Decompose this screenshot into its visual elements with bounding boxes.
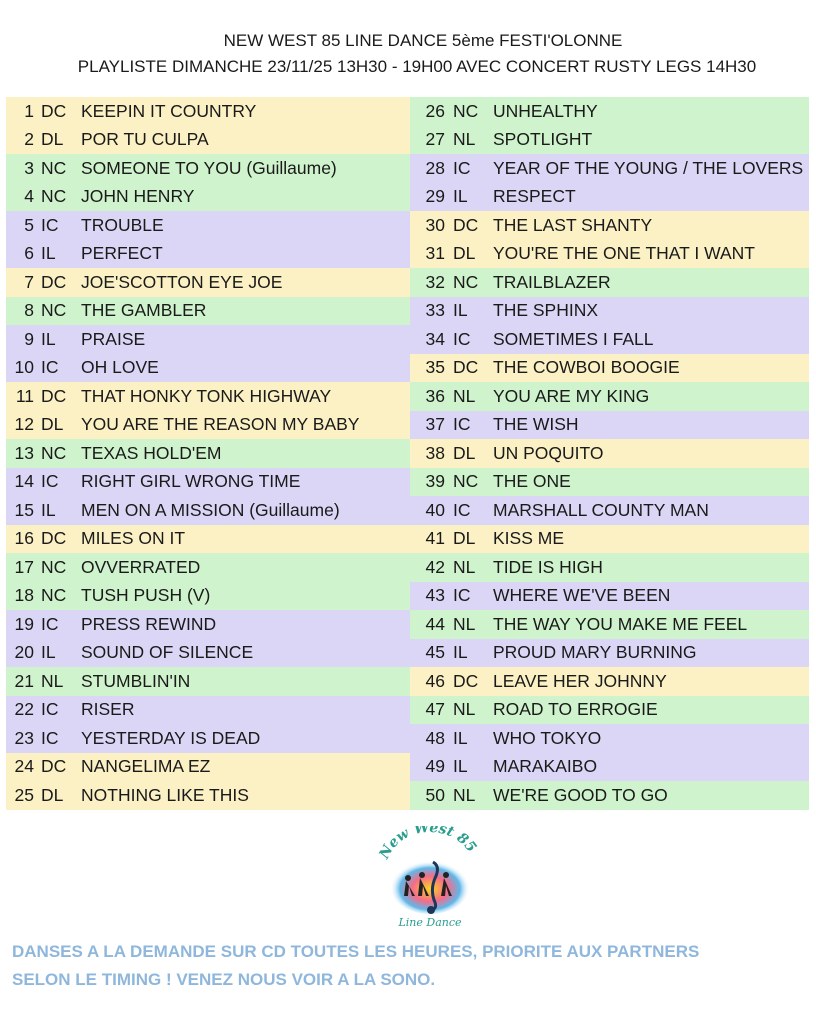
dance-title: SPOTLIGHT xyxy=(493,129,593,150)
dance-level-code: IL xyxy=(453,727,468,748)
dance-title: RESPECT xyxy=(493,186,576,207)
dance-title: THE LAST SHANTY xyxy=(493,214,653,235)
playlist-row xyxy=(410,781,809,810)
logo-icon xyxy=(378,826,482,932)
dance-title: THE COWBOI BOOGIE xyxy=(493,357,680,378)
playlist-row xyxy=(410,297,809,326)
footer-line-2: SELON LE TIMING ! VENEZ NOUS VOIR A LA SONO. xyxy=(12,970,436,989)
dance-level-code: DL xyxy=(453,528,476,549)
dance-level-code: NC xyxy=(41,442,67,463)
dance-title: TUSH PUSH (V) xyxy=(81,585,211,606)
track-number: 16 xyxy=(14,528,34,549)
playlist-table xyxy=(6,97,809,810)
dance-level-code: DC xyxy=(453,670,479,691)
playlist-row xyxy=(6,525,410,554)
header-subtitle: PLAYLISTE DIMANCHE 23/11/25 13H30 - 19H00 AVEC CONCERT RUSTY LEGS 14H30 xyxy=(77,57,757,76)
dance-title: THE WISH xyxy=(493,414,579,435)
dance-title: THE GAMBLER xyxy=(81,300,207,321)
dance-title: THE WAY YOU MAKE ME FEEL xyxy=(493,613,748,634)
track-number: 3 xyxy=(24,157,34,178)
track-number: 15 xyxy=(14,499,34,520)
dance-level-code: DC xyxy=(41,100,67,121)
track-number: 6 xyxy=(24,243,34,264)
dance-title: TRAILBLAZER xyxy=(493,271,611,292)
new-west-85-logo xyxy=(378,826,482,932)
playlist-row xyxy=(6,667,410,696)
dance-title: MARAKAIBO xyxy=(493,756,598,777)
dance-level-code: IC xyxy=(453,157,471,178)
header-title: NEW WEST 85 LINE DANCE 5ème FESTI'OLONNE xyxy=(223,31,623,50)
track-number: 23 xyxy=(14,727,34,748)
dance-level-code: IC xyxy=(41,613,59,634)
dance-level-code: IC xyxy=(453,585,471,606)
track-number: 31 xyxy=(425,243,445,264)
playlist-row xyxy=(410,411,809,440)
footer-note xyxy=(12,938,802,994)
track-number: 27 xyxy=(425,129,445,150)
playlist-row xyxy=(6,582,410,611)
track-number: 14 xyxy=(14,471,34,492)
playlist-row xyxy=(6,97,410,126)
dance-level-code: NL xyxy=(453,129,476,150)
playlist-row xyxy=(410,468,809,497)
playlist-row xyxy=(6,154,410,183)
dance-title: TROUBLE xyxy=(81,214,164,235)
playlist-row xyxy=(6,439,410,468)
dance-level-code: IC xyxy=(41,727,59,748)
page-header xyxy=(0,28,816,80)
track-number: 38 xyxy=(425,442,445,463)
dance-level-code: IL xyxy=(41,642,56,663)
track-number: 30 xyxy=(425,214,445,235)
playlist-row xyxy=(410,610,809,639)
dance-level-code: DL xyxy=(41,129,64,150)
track-number: 12 xyxy=(14,414,34,435)
playlist-row xyxy=(6,240,410,269)
track-number: 44 xyxy=(425,613,445,634)
track-number: 48 xyxy=(425,727,445,748)
dance-level-code: DL xyxy=(41,414,64,435)
track-number: 37 xyxy=(425,414,445,435)
track-number: 41 xyxy=(425,528,445,549)
playlist-column-left xyxy=(6,97,410,810)
dance-level-code: NL xyxy=(453,613,476,634)
playlist-row xyxy=(410,126,809,155)
track-number: 50 xyxy=(425,784,445,805)
dance-title: PROUD MARY BURNING xyxy=(493,642,697,663)
playlist-row xyxy=(410,553,809,582)
dance-level-code: IC xyxy=(41,699,59,720)
playlist-row xyxy=(6,211,410,240)
playlist-row xyxy=(6,297,410,326)
dance-title: WE'RE GOOD TO GO xyxy=(493,784,668,805)
track-number: 46 xyxy=(425,670,445,691)
dance-title: TEXAS HOLD'EM xyxy=(81,442,222,463)
dance-level-code: IL xyxy=(41,243,56,264)
dance-title: TIDE IS HIGH xyxy=(493,556,603,577)
playlist-row xyxy=(6,382,410,411)
track-number: 22 xyxy=(14,699,34,720)
svg-text:New West 85: New West 85 xyxy=(378,826,480,862)
dance-title: THAT HONKY TONK HIGHWAY xyxy=(81,385,332,406)
playlist-row xyxy=(410,667,809,696)
playlist-row xyxy=(410,439,809,468)
dance-title: MARSHALL COUNTY MAN xyxy=(493,499,709,520)
dance-level-code: NL xyxy=(41,670,64,691)
track-number: 40 xyxy=(425,499,445,520)
playlist-row xyxy=(410,382,809,411)
dance-level-code: NL xyxy=(453,556,476,577)
dance-title: KISS ME xyxy=(493,528,564,549)
dance-level-code: DC xyxy=(41,528,67,549)
dance-title: OVVERRATED xyxy=(81,556,201,577)
playlist-row xyxy=(6,696,410,725)
dance-level-code: DC xyxy=(41,756,67,777)
dance-level-code: NC xyxy=(453,471,479,492)
track-number: 7 xyxy=(24,271,34,292)
playlist-row xyxy=(6,639,410,668)
dance-level-code: DL xyxy=(41,784,64,805)
dance-level-code: NC xyxy=(41,556,67,577)
playlist-row xyxy=(6,610,410,639)
track-number: 26 xyxy=(425,100,445,121)
track-number: 20 xyxy=(14,642,34,663)
dance-level-code: NL xyxy=(453,385,476,406)
track-number: 11 xyxy=(15,385,34,406)
dance-title: JOHN HENRY xyxy=(81,186,195,207)
dance-level-code: IC xyxy=(453,499,471,520)
dance-level-code: NL xyxy=(453,699,476,720)
track-number: 10 xyxy=(14,357,34,378)
dance-level-code: IC xyxy=(453,328,471,349)
dance-title: LEAVE HER JOHNNY xyxy=(493,670,667,691)
playlist-row xyxy=(410,582,809,611)
dance-level-code: DC xyxy=(453,357,479,378)
playlist-row xyxy=(410,525,809,554)
dance-title: MILES ON IT xyxy=(81,528,186,549)
track-number: 28 xyxy=(425,157,445,178)
dance-title: POR TU CULPA xyxy=(81,129,209,150)
track-number: 34 xyxy=(425,328,445,349)
playlist-row xyxy=(6,126,410,155)
dance-title: YOU ARE MY KING xyxy=(493,385,650,406)
dance-level-code: NC xyxy=(41,300,67,321)
dance-title: PRESS REWIND xyxy=(81,613,217,634)
dance-title: OH LOVE xyxy=(81,357,159,378)
dance-level-code: IL xyxy=(41,328,56,349)
playlist-row xyxy=(410,496,809,525)
playlist-row xyxy=(6,268,410,297)
dance-title: YESTERDAY IS DEAD xyxy=(81,727,261,748)
dance-title: RISER xyxy=(81,699,135,720)
dance-level-code: DC xyxy=(453,214,479,235)
dance-title: WHO TOKYO xyxy=(493,727,602,748)
playlist-row xyxy=(6,724,410,753)
track-number: 24 xyxy=(14,756,34,777)
track-number: 9 xyxy=(24,328,34,349)
dance-level-code: NL xyxy=(453,784,476,805)
playlist-row xyxy=(410,639,809,668)
dance-title: PRAISE xyxy=(81,328,146,349)
playlist-row xyxy=(6,553,410,582)
playlist-row xyxy=(410,354,809,383)
track-number: 36 xyxy=(425,385,445,406)
footer-line-1: DANSES A LA DEMANDE SUR CD TOUTES LES HEURES, PRIORITE AUX PARTNERS xyxy=(12,942,700,961)
dance-level-code: NC xyxy=(41,157,67,178)
playlist-row xyxy=(6,325,410,354)
dance-title: THE ONE xyxy=(493,471,571,492)
dance-level-code: NC xyxy=(41,585,67,606)
track-number: 49 xyxy=(425,756,445,777)
dance-title: SOMEONE TO YOU (Guillaume) xyxy=(81,157,337,178)
playlist-row xyxy=(410,696,809,725)
playlist-row xyxy=(410,325,809,354)
dance-level-code: DC xyxy=(41,385,67,406)
playlist-row xyxy=(410,97,809,126)
track-number: 33 xyxy=(425,300,445,321)
dance-title: JOE'SCOTTON EYE JOE xyxy=(81,271,283,292)
playlist-row xyxy=(6,753,410,782)
dance-level-code: IL xyxy=(453,756,468,777)
dance-level-code: IL xyxy=(453,186,468,207)
dance-title: YOU'RE THE ONE THAT I WANT xyxy=(493,243,755,264)
playlist-row xyxy=(410,154,809,183)
track-number: 43 xyxy=(425,585,445,606)
playlist-row xyxy=(6,411,410,440)
dance-level-code: IC xyxy=(41,357,59,378)
track-number: 29 xyxy=(425,186,445,207)
track-number: 35 xyxy=(425,357,445,378)
playlist-row xyxy=(6,354,410,383)
playlist-row xyxy=(6,496,410,525)
dance-title: NOTHING LIKE THIS xyxy=(81,784,249,805)
dance-level-code: IL xyxy=(453,300,468,321)
track-number: 5 xyxy=(24,214,34,235)
track-number: 4 xyxy=(24,186,34,207)
track-number: 25 xyxy=(14,784,34,805)
playlist-column-right xyxy=(410,97,809,810)
dance-title: SOUND OF SILENCE xyxy=(81,642,254,663)
playlist-row xyxy=(410,268,809,297)
playlist-row xyxy=(6,183,410,212)
dance-title: MEN ON A MISSION (Guillaume) xyxy=(81,499,340,520)
dance-level-code: IL xyxy=(41,499,56,520)
dance-level-code: NC xyxy=(453,100,479,121)
dance-title: YOU ARE THE REASON MY BABY xyxy=(81,414,360,435)
dance-level-code: NC xyxy=(453,271,479,292)
track-number: 42 xyxy=(425,556,445,577)
track-number: 2 xyxy=(24,129,34,150)
dance-level-code: IL xyxy=(453,642,468,663)
playlist-row xyxy=(410,724,809,753)
playlist-row xyxy=(410,183,809,212)
dance-title: KEEPIN IT COUNTRY xyxy=(81,100,257,121)
track-number: 13 xyxy=(14,442,34,463)
dance-title: THE SPHINX xyxy=(493,300,599,321)
dance-level-code: IC xyxy=(41,214,59,235)
dance-title: NANGELIMA EZ xyxy=(81,756,211,777)
playlist-row xyxy=(410,211,809,240)
dance-title: WHERE WE'VE BEEN xyxy=(493,585,671,606)
playlist-row xyxy=(6,781,410,810)
track-number: 8 xyxy=(24,300,34,321)
dance-level-code: DL xyxy=(453,243,476,264)
dance-title: YEAR OF THE YOUNG / THE LOVERS xyxy=(493,157,804,178)
track-number: 18 xyxy=(14,585,34,606)
dance-level-code: IC xyxy=(453,414,471,435)
track-number: 21 xyxy=(14,670,34,691)
playlist-row xyxy=(410,240,809,269)
track-number: 45 xyxy=(425,642,445,663)
playlist-row xyxy=(6,468,410,497)
track-number: 19 xyxy=(14,613,34,634)
dance-title: RIGHT GIRL WRONG TIME xyxy=(81,471,301,492)
track-number: 1 xyxy=(24,100,34,121)
dance-title: ROAD TO ERROGIE xyxy=(493,699,658,720)
dance-title: STUMBLIN'IN xyxy=(81,670,191,691)
dance-title: PERFECT xyxy=(81,243,163,264)
dance-level-code: DC xyxy=(41,271,67,292)
dance-title: UNHEALTHY xyxy=(493,100,598,121)
dance-level-code: DL xyxy=(453,442,476,463)
dance-level-code: NC xyxy=(41,186,67,207)
track-number: 47 xyxy=(425,699,445,720)
dance-title: UN POQUITO xyxy=(493,442,604,463)
dance-level-code: IC xyxy=(41,471,59,492)
track-number: 17 xyxy=(14,556,34,577)
track-number: 32 xyxy=(425,271,445,292)
dance-title: SOMETIMES I FALL xyxy=(493,328,654,349)
track-number: 39 xyxy=(425,471,445,492)
playlist-row xyxy=(410,753,809,782)
svg-text:Line Dance: Line Dance xyxy=(398,916,462,929)
